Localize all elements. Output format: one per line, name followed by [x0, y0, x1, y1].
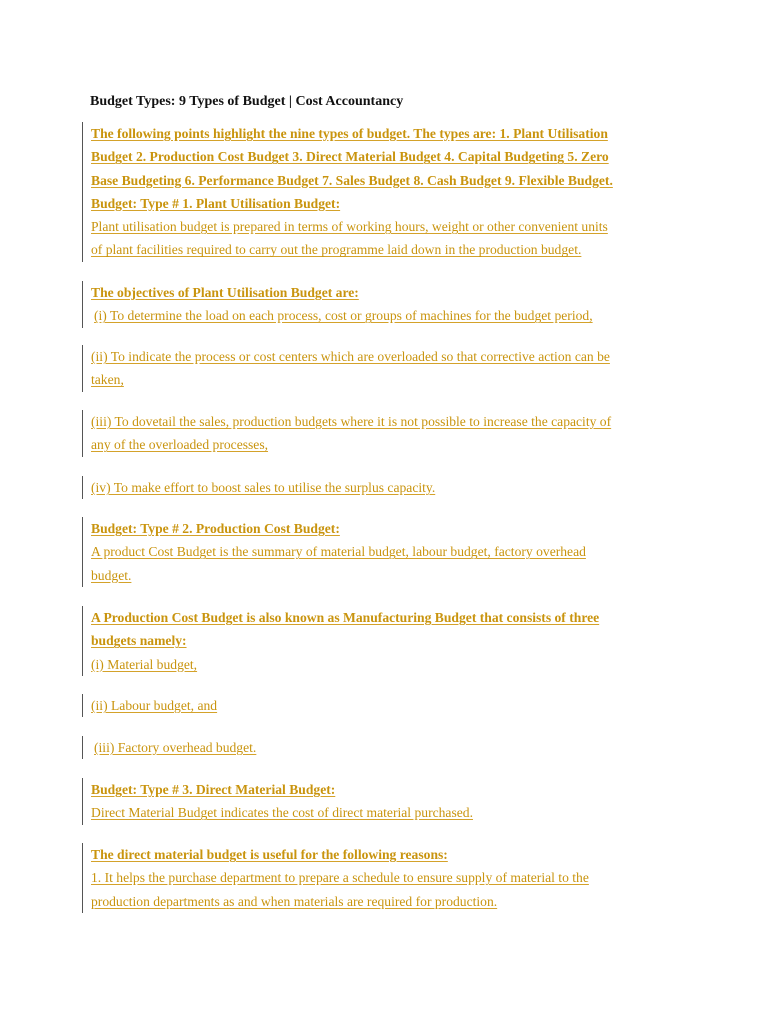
type3-block [82, 778, 682, 825]
document-title: Budget Types: 9 Types of Budget | Cost Accountancy [90, 94, 404, 109]
budget-list-item-block [82, 694, 682, 717]
objective-item: taken, [91, 372, 124, 388]
intro-block [82, 122, 682, 262]
objectives-heading: The objectives of Plant Utilisation Budget are: [91, 285, 359, 300]
reason-line: production departments as and when materials are required for production. [91, 893, 498, 909]
type2-known-block [82, 606, 682, 676]
budget-list-item-block [82, 736, 682, 759]
objective-item-block [82, 345, 682, 392]
type3-heading: Budget: Type # 3. Direct Material Budget: [91, 782, 336, 797]
intro-line: The following points highlight the nine types of budget. The types are: 1. Plant Utilisation [91, 126, 608, 141]
type1-heading: Budget: Type # 1. Plant Utilisation Budget: [91, 195, 341, 211]
type1-text-line: Plant utilisation budget is prepared in terms of working hours, weight or other convenient units [91, 219, 608, 235]
reason-line: 1. It helps the purchase department to prepare a schedule to ensure supply of material to the [91, 870, 589, 886]
budget-list-item: (iii) Factory overhead budget. [94, 740, 257, 755]
type2-text-line: budget. [91, 567, 132, 583]
objective-item: (ii) To indicate the process or cost centers which are overloaded so that corrective action can be [91, 349, 610, 364]
type2-text-line: A product Cost Budget is the summary of material budget, labour budget, factory overhead [91, 544, 586, 560]
objective-item-block [82, 410, 682, 457]
budget-list-item: (ii) Labour budget, and [91, 698, 218, 713]
type2-known-line: budgets namely: [91, 633, 187, 649]
objective-item: (i) To determine the load on each process, cost or groups of machines for the budget period, [94, 308, 593, 324]
type1-text-line: of plant facilities required to carry out the programme laid down in the production budget. [91, 242, 582, 258]
type2-block [82, 517, 682, 587]
type2-known-line: A Production Cost Budget is also known as Manufacturing Budget that consists of three [91, 610, 600, 625]
type3-text: Direct Material Budget indicates the cost of direct material purchased. [91, 805, 473, 821]
reasons-heading: The direct material budget is useful for the following reasons: [91, 847, 448, 862]
objective-item: (iii) To dovetail the sales, production budgets where it is not possible to increase the capacity of [91, 414, 612, 429]
type2-heading: Budget: Type # 2. Production Cost Budget: [91, 521, 340, 536]
objective-item: (iv) To make effort to boost sales to utilise the surplus capacity. [91, 480, 436, 495]
type3-reasons-block [82, 843, 682, 913]
intro-line: Base Budgeting 6. Performance Budget 7. Sales Budget 8. Cash Budget 9. Flexible Budget. [91, 172, 613, 188]
objective-item-block [82, 476, 682, 499]
objectives-block [82, 281, 682, 328]
objective-item: any of the overloaded processes, [91, 437, 269, 453]
intro-line: Budget 2. Production Cost Budget 3. Direct Material Budget 4. Capital Budgeting 5. Zero [91, 149, 609, 165]
budget-list-item: (i) Material budget, [91, 656, 198, 672]
